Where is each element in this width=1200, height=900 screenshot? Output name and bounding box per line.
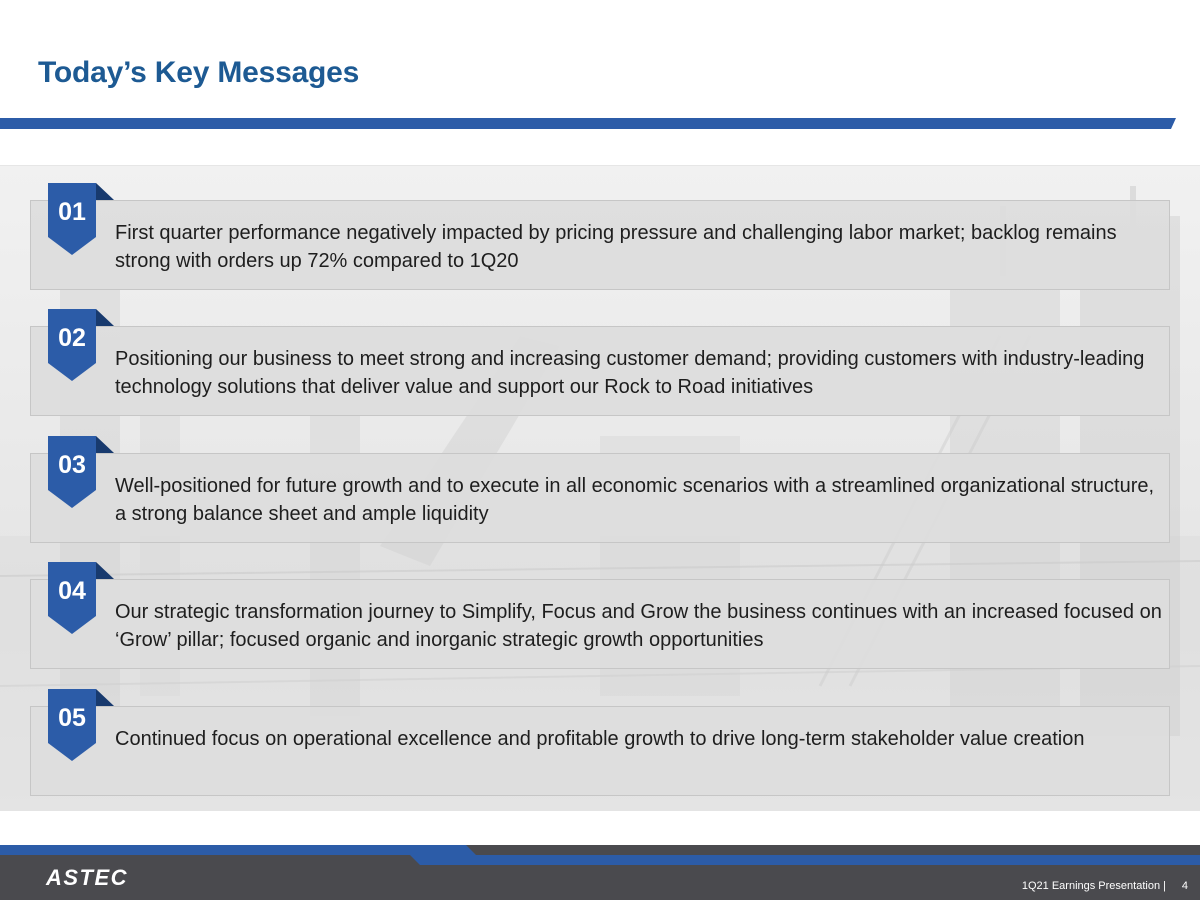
number-tab-01: [48, 183, 114, 255]
message-box-04: [30, 579, 1170, 669]
message-box-05: [30, 706, 1170, 796]
message-text: Well-positioned for future growth and to execute in all economic scenarios with a streamlined organizational structure, a strong balance sheet and ample liquidity: [115, 475, 1155, 525]
footer-band: [0, 845, 1200, 900]
message-box-01: [30, 200, 1170, 290]
number-tab-05: [48, 689, 114, 761]
message-text: Our strategic transformation journey to Simplify, Focus and Grow the business continues with an increased focused on ‘Grow’ pillar; focused organic and inorganic strategic growth opportunities: [115, 601, 1162, 651]
presentation-name: 1Q21 Earnings Presentation |: [1021, 880, 1166, 892]
footer: [0, 845, 1200, 900]
message-box-03: [30, 453, 1170, 543]
astec-logo: ASTEC: [46, 865, 129, 890]
message-number: 04: [58, 577, 86, 605]
number-tab-02: [48, 309, 114, 381]
slide-title: Today’s Key Messages: [38, 56, 360, 89]
message-number: 01: [58, 198, 86, 226]
page-number: 4: [1181, 880, 1188, 892]
number-tab-04: [48, 562, 114, 634]
message-text: Continued focus on operational excellence and profitable growth to drive long-term stakeholder value creation: [115, 728, 1085, 750]
message-text: Positioning our business to meet strong and increasing customer demand; providing customers with industry-leading technology solutions that deliver value and support our Rock to Road initiatives: [115, 348, 1145, 398]
message-number: 03: [58, 451, 86, 479]
number-tab-03: [48, 436, 114, 508]
message-box-02: [30, 326, 1170, 416]
message-text: First quarter performance negatively impacted by pricing pressure and challenging labor market; backlog remains strong with orders up 72% compared to 1Q20: [115, 222, 1117, 272]
message-number: 05: [58, 704, 86, 732]
message-number: 02: [58, 324, 86, 352]
